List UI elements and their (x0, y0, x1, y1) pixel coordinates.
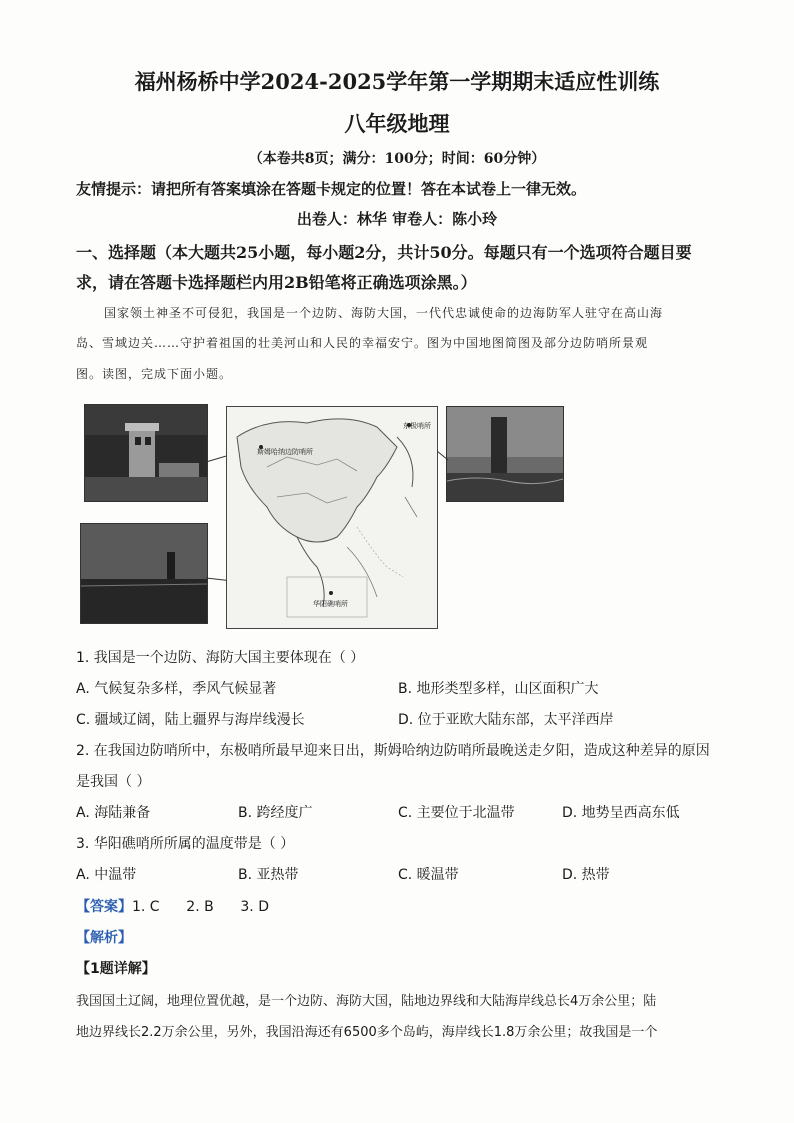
answer-line (76, 896, 269, 916)
question-3-option-c: C. 暖温带 (398, 867, 459, 883)
question-1-stem: 1. 我国是一个边防、海防大国主要体现在（ ） (76, 650, 365, 666)
section-heading-line2: 求，请在答题卡选择题栏内用2B铅笔将正确选项涂黑。） (76, 273, 477, 292)
question-2-option-c: C. 主要位于北温带 (398, 805, 515, 821)
question-2-stem-line2: 是我国（ ） (76, 774, 151, 790)
analysis-tag: 【解析】 (76, 930, 132, 946)
analysis-line2: 地边界线长2.2万余公里，另外，我国沿海还有6500多个岛屿，海岸线长1.8万余公里；故我国是一个 (76, 1025, 658, 1040)
map-label-simuhana: 斯姆哈纳边防哨所 (257, 448, 313, 456)
question-2-option-b: B. 跨经度广 (238, 805, 313, 821)
analysis-detail-tag: 【1题详解】 (76, 961, 156, 977)
passage-line1: 国家领土神圣不可侵犯，我国是一个边防、海防大国，一代代忠诚使命的边海防军人驻守在高山海 (104, 306, 664, 320)
question-3-option-b: B. 亚热带 (238, 867, 299, 883)
analysis-line1: 我国国土辽阔，地理位置优越，是一个边防、海防大国，陆地边界线和大陆海岸线总长4万余公里；陆 (76, 994, 657, 1009)
section-heading-line1: 一、选择题（本大题共25小题，每小题2分，共计50分。每题只有一个选项符合题目要 (76, 243, 692, 262)
map-label-dongji: 东极哨所 (403, 422, 431, 430)
exam-subject: 八年级地理 (344, 111, 450, 136)
question-3-stem: 3. 华阳礁哨所所属的温度带是（ ） (76, 836, 295, 852)
exam-info: （本卷共8页；满分：100分；时间：60分钟） (248, 151, 546, 167)
question-2-option-a: A. 海陆兼备 (76, 805, 151, 821)
question-3-option-d: D. 热带 (562, 867, 610, 883)
question-2-option-d: D. 地势呈西高东低 (562, 805, 680, 821)
question-1-option-c: C. 疆域辽阔，陆上疆界与海岸线漫长 (76, 712, 305, 728)
passage-line3: 图。读图，完成下面小题。 (76, 367, 233, 381)
answer-text: 1. C 2. B 3. D (132, 899, 269, 915)
passage-line2: 岛、雪域边关……守护着祖国的壮美河山和人民的幸福安宁。图为中国地图简图及部分边防哨所景观 (76, 336, 649, 350)
question-1-option-b: B. 地形类型多样，山区面积广大 (398, 681, 599, 697)
question-3-option-a: A. 中温带 (76, 867, 137, 883)
exam-title: 福州杨桥中学2024-2025学年第一学期期末适应性训练 (134, 69, 660, 94)
question-1-option-d: D. 位于亚欧大陆东部，太平洋西岸 (398, 712, 614, 728)
answer-tag: 【答案】 (76, 899, 132, 915)
friendly-tip: 友情提示：请把所有答案填涂在答题卡规定的位置！答在本试卷上一律无效。 (76, 180, 587, 198)
map-label-huayang: 华阳礁哨所 (313, 600, 348, 608)
china-map (226, 406, 438, 629)
authors-line: 出卷人：林华 审卷人：陈小玲 (296, 210, 498, 228)
question-1-option-a: A. 气候复杂多样，季风气候显著 (76, 681, 277, 697)
question-2-stem-line1: 2. 在我国边防哨所中，东极哨所最早迎来日出，斯姆哈纳边防哨所最晚送走夕阳，造成这种差异的原因 (76, 743, 710, 759)
